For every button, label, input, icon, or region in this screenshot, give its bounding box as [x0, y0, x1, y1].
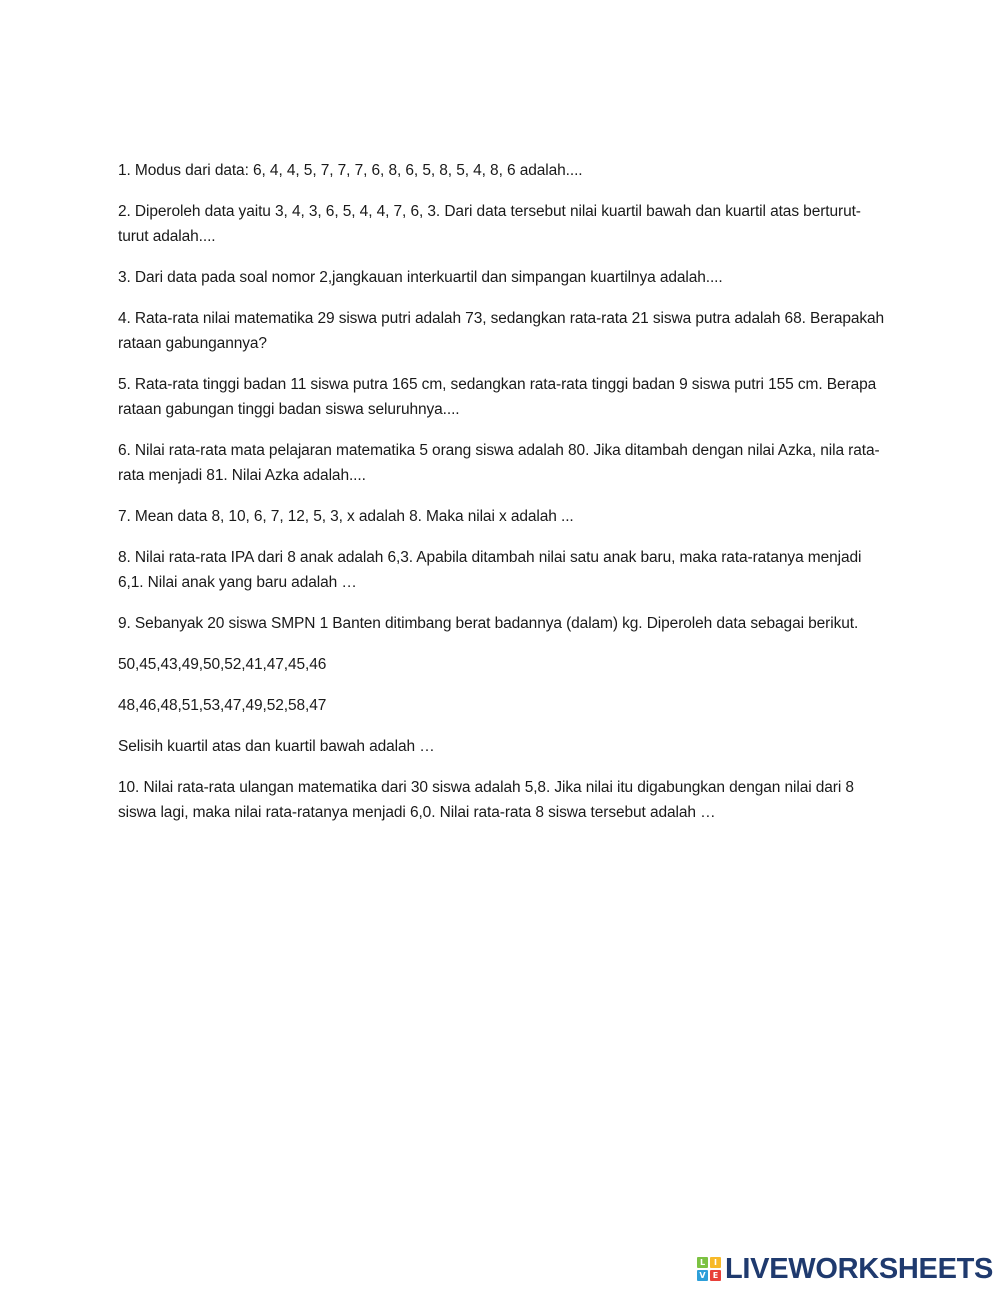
- logo-icon: [697, 1257, 721, 1281]
- question-2: 2. Diperoleh data yaitu 3, 4, 3, 6, 5, 4, 4, 7, 6, 3. Dari data tersebut nilai kuartil bawah dan kuartil atas berturut-turut adalah....: [118, 203, 861, 245]
- question-10: 10. Nilai rata-rata ulangan matematika dari 30 siswa adalah 5,8. Jika nilai itu digabungkan dengan nilai dari 8 siswa lagi, maka nilai rata-ratanya menjadi 6,0. Nilai rata-rata 8 siswa tersebut adalah …: [118, 779, 854, 821]
- question-1: 1. Modus dari data: 6, 4, 4, 5, 7, 7, 7, 6, 8, 6, 5, 8, 5, 4, 8, 6 adalah....: [118, 162, 583, 179]
- question-7: 7. Mean data 8, 10, 6, 7, 12, 5, 3, x adalah 8. Maka nilai x adalah ...: [118, 508, 574, 525]
- question-3: 3. Dari data pada soal nomor 2,jangkauan interkuartil dan simpangan kuartilnya adalah....: [118, 269, 723, 286]
- question-9: 9. Sebanyak 20 siswa SMPN 1 Banten ditimbang berat badannya (dalam) kg. Diperoleh data sebagai berikut.: [118, 615, 859, 632]
- logo-cell-i: I: [710, 1257, 721, 1268]
- worksheet-content: [118, 158, 888, 841]
- question-4: 4. Rata-rata nilai matematika 29 siswa putri adalah 73, sedangkan rata-rata 21 siswa putra adalah 68. Berapakah rataan gabungannya?: [118, 310, 885, 352]
- question-9-prompt: Selisih kuartil atas dan kuartil bawah adalah …: [118, 738, 435, 755]
- question-5: 5. Rata-rata tinggi badan 11 siswa putra 165 cm, sedangkan rata-rata tinggi badan 9 siswa putri 155 cm. Berapa rataan gabungan tinggi badan siswa seluruhnya....: [118, 376, 877, 418]
- question-6: 6. Nilai rata-rata mata pelajaran matematika 5 orang siswa adalah 80. Jika ditambah dengan nilai Azka, nila rata-rata menjadi 81. Nilai Azka adalah....: [118, 442, 880, 484]
- question-8: 8. Nilai rata-rata IPA dari 8 anak adalah 6,3. Apabila ditambah nilai satu anak baru, maka rata-ratanya menjadi 6,1. Nilai anak yang baru adalah …: [118, 549, 862, 591]
- logo-cell-e: E: [710, 1270, 721, 1281]
- logo-text: LIVEWORKSHEETS: [725, 1253, 994, 1285]
- liveworksheets-logo: [697, 1254, 993, 1284]
- logo-cell-l: L: [697, 1257, 708, 1268]
- question-9-data-row-1: 50,45,43,49,50,52,41,47,45,46: [118, 656, 327, 673]
- logo-cell-v: V: [697, 1270, 708, 1281]
- question-9-data-row-2: 48,46,48,51,53,47,49,52,58,47: [118, 697, 327, 714]
